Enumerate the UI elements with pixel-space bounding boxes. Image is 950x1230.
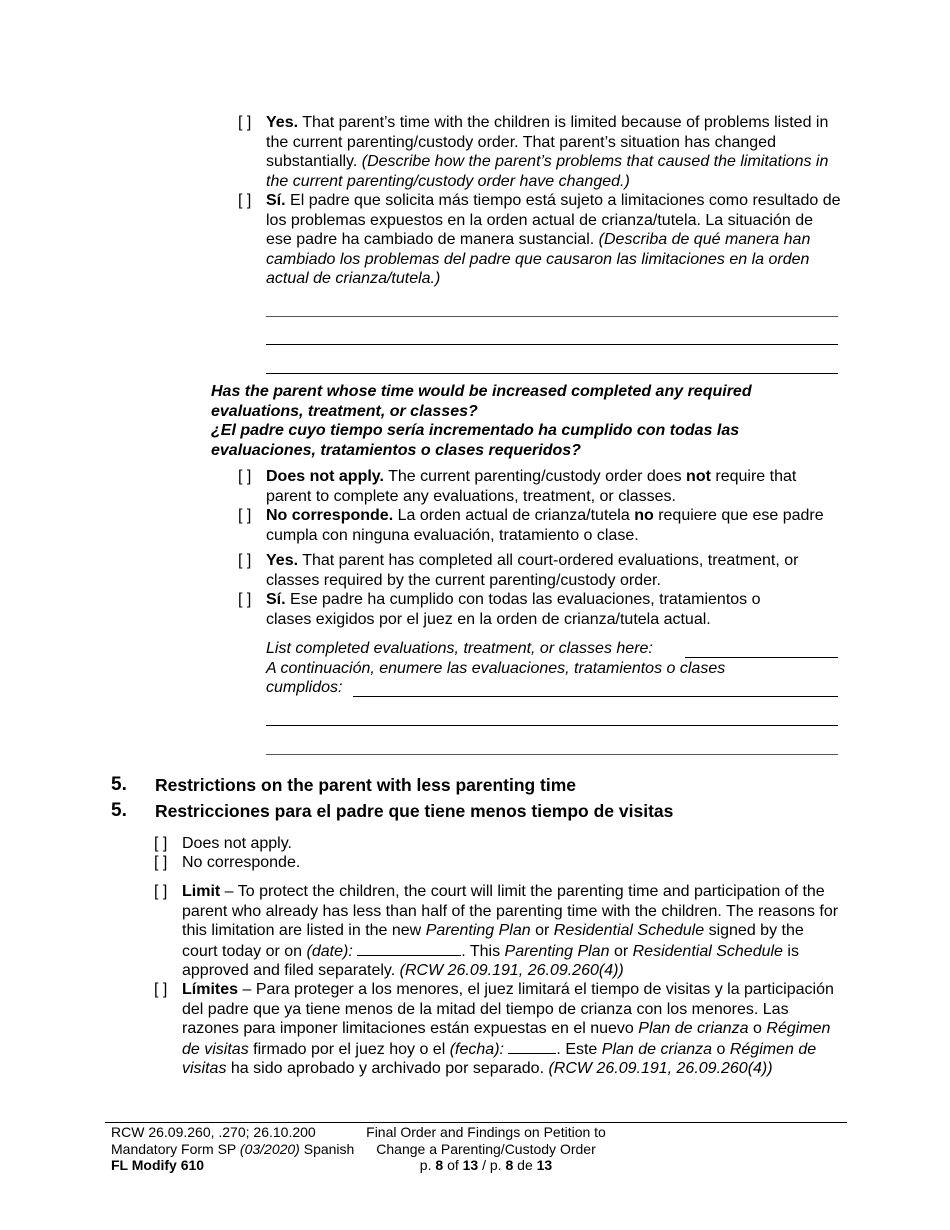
- answer-line-2[interactable]: [266, 344, 838, 345]
- answer-line-1[interactable]: [266, 316, 838, 317]
- footer-form-date: (03/2020): [239, 1140, 300, 1157]
- question-es: ¿El padre cuyo tiempo sería incrementado ha cumplido con todas las evaluaciones, tratamientos o clases requeridos?: [211, 422, 740, 459]
- footer-page-number: [366, 1157, 606, 1174]
- does-not-apply-text: [266, 467, 840, 506]
- does-not-apply-label: Does not apply.: [266, 468, 384, 485]
- yes-text: That parent’s time with the children is limited because of problems listed in the current parenting/custody order. That parent’s situation has changed substantially.: [266, 114, 829, 170]
- no-corresponde-text-1: La orden actual de crianza/tutela: [397, 507, 630, 524]
- footer-form-1: Mandatory Form SP: [111, 1140, 237, 1157]
- footer-form-2: Spanish: [303, 1140, 355, 1157]
- limites-checkbox[interactable]: [ ]: [154, 981, 168, 998]
- not-emphasis: not: [686, 468, 711, 485]
- answer-line-3[interactable]: [266, 373, 838, 374]
- footer-title-2: Change a Parenting/Custody Order: [376, 1140, 596, 1157]
- list-field-line-3[interactable]: [266, 725, 838, 726]
- footer-divider: [105, 1122, 847, 1123]
- si-cumplido-text: [266, 590, 806, 629]
- section-title-es: Restricciones para el padre que tiene menos tiempo de visitas: [155, 801, 674, 821]
- no-emphasis: no: [634, 507, 654, 524]
- limit-text-3: is approved and filed separately.: [182, 942, 799, 979]
- limites-plan-2: Plan de crianza: [601, 1040, 713, 1058]
- si-cumplido-label: Sí.: [266, 591, 286, 608]
- limit-text-1: – To protect the children, the court will limit the parenting time and participation of the parent who already has less than half of the parenting time with the children. The reasons for this limitation are listed in the new: [182, 883, 839, 939]
- limites-rcw: (RCW 26.09.191, 26.09.260(4)): [548, 1060, 773, 1077]
- does-not-apply-text-2: require that parent to complete any evaluations, treatment, or classes.: [266, 468, 797, 505]
- limites-regimen: Régimen de visitas: [182, 1020, 831, 1058]
- si-checkbox[interactable]: [ ]: [238, 192, 252, 209]
- si-cumplido-checkbox[interactable]: [ ]: [238, 591, 252, 608]
- section-number-es: 5.: [111, 800, 127, 821]
- limit-parenting-plan: Parenting Plan: [425, 922, 531, 939]
- limit-text-2: signed by the court today or on: [182, 922, 804, 960]
- does-not-apply-text-1: The current parenting/custody order does: [388, 468, 682, 485]
- footer-total: 13: [462, 1157, 479, 1173]
- question-en: Has the parent whose time would be increased completed any required evaluations, treatment, or classes?: [211, 383, 752, 420]
- limites-plan: Plan de crianza: [638, 1020, 749, 1037]
- yes-completed-body: That parent has completed all court-ordered evaluations, treatment, or classes required by the current parenting/custody order.: [266, 552, 799, 589]
- limit-or: or: [535, 922, 550, 939]
- footer-form-id: FL Modify 610: [111, 1157, 205, 1173]
- limit-date-field[interactable]: [357, 941, 461, 956]
- yes-completed-checkbox[interactable]: [ ]: [238, 552, 252, 569]
- limites-text-2: firmado por el juez hoy o el: [253, 1040, 446, 1058]
- s5-does-not-apply-checkbox[interactable]: [ ]: [154, 835, 168, 852]
- limites-este: . Este: [556, 1040, 598, 1058]
- section-number-en: 5.: [111, 774, 127, 795]
- list-label-es-2: cumplidos:: [266, 679, 343, 696]
- si-label: Sí.: [266, 192, 286, 209]
- list-label-es-1: A continuación, enumere las evaluaciones, tratamientos o clases: [266, 660, 726, 677]
- s5-no-corresponde-checkbox[interactable]: [ ]: [154, 854, 168, 871]
- limit-residential-schedule-2: Residential Schedule: [632, 942, 783, 960]
- does-not-apply-checkbox[interactable]: [ ]: [238, 468, 252, 485]
- footer-total-es: 13: [536, 1157, 553, 1173]
- si-instruction: (Describa de qué manera han cambiado los problemas del padre que causaron las limitaciones en la orden actual de crianza/tutela.): [266, 231, 811, 287]
- limites-text-3: ha sido aprobado y archivado por separado.: [230, 1060, 545, 1077]
- si-cumplido-body: Ese padre ha cumplido con todas las evaluaciones, tratamientos o clases exigidos por el juez en la orden de crianza/tutela actual.: [266, 591, 761, 628]
- limites-fecha-label: (fecha):: [449, 1040, 504, 1058]
- limites-o-2: o: [716, 1040, 726, 1058]
- footer-p-es: / p.: [482, 1157, 502, 1173]
- footer-left: [111, 1124, 354, 1174]
- footer-center: [366, 1124, 606, 1174]
- no-corresponde-text-2: requiere que ese padre cumpla con ninguna evaluación, tratamiento o clase.: [266, 507, 824, 544]
- footer-of: of: [447, 1157, 459, 1173]
- limit-parenting-plan-2: Parenting Plan: [504, 942, 610, 960]
- list-field-line-1[interactable]: [685, 657, 838, 658]
- yes-checkbox[interactable]: [ ]: [238, 114, 252, 131]
- footer-rcw: RCW 26.09.260, .270; 26.10.200: [111, 1124, 316, 1140]
- limit-date-label: (date):: [306, 942, 353, 960]
- yes-instruction: (Describe how the parent’s problems that caused the limitations in the current parenting/custody order have changed.): [266, 153, 829, 190]
- limites-o: o: [753, 1020, 762, 1037]
- limit-residential-schedule: Residential Schedule: [553, 922, 705, 939]
- list-label-en: List completed evaluations, treatment, or classes here:: [266, 640, 653, 657]
- footer-title-1: Final Order and Findings on Petition to: [366, 1124, 606, 1140]
- list-field-line-2[interactable]: [353, 696, 838, 697]
- yes-label: Yes.: [266, 114, 299, 131]
- no-corresponde-checkbox[interactable]: [ ]: [238, 507, 252, 524]
- yes-option-text: [266, 113, 840, 191]
- limites-text: [182, 980, 842, 1079]
- limites-regimen-2: Régimen de visitas: [182, 1040, 817, 1077]
- limites-fecha-field[interactable]: [508, 1039, 556, 1054]
- footer-p: p.: [419, 1157, 432, 1173]
- limites-text-1: – Para proteger a los menores, el juez limitará el tiempo de visitas y la participación del padre que ya tiene menos de la mitad del tiempo de crianza con los menores. Las razones para imponer limitaciones están expuestas en el nuevo: [182, 981, 834, 1037]
- si-option-text: [266, 191, 842, 289]
- no-corresponde-text: [266, 506, 826, 545]
- s5-does-not-apply-text: Does not apply.: [182, 835, 292, 852]
- limit-label: Limit: [182, 883, 221, 900]
- limit-this: . This: [461, 942, 501, 960]
- list-field-line-4[interactable]: [266, 754, 838, 755]
- footer-page-es: 8: [505, 1157, 514, 1173]
- footer-page: 8: [435, 1157, 444, 1173]
- yes-completed-text: [266, 551, 840, 590]
- no-corresponde-label: No corresponde.: [266, 507, 394, 524]
- footer-form: [111, 1141, 354, 1158]
- limit-rcw: (RCW 26.09.191, 26.09.260(4)): [399, 962, 624, 979]
- limites-label: Límites: [182, 981, 239, 998]
- limit-checkbox[interactable]: [ ]: [154, 883, 168, 900]
- limit-text: [182, 882, 840, 981]
- limit-or-2: or: [613, 942, 629, 960]
- s5-no-corresponde-text: No corresponde.: [182, 854, 301, 871]
- yes-completed-label: Yes.: [266, 552, 299, 569]
- section-title-en: Restrictions on the parent with less parenting time: [155, 775, 577, 795]
- footer-de: de: [517, 1157, 533, 1173]
- si-text: El padre que solicita más tiempo está sujeto a limitaciones como resultado de los problemas expuestos en la orden actual de crianza/tutela. La situación de ese padre ha cambiado de manera sustancial.: [266, 192, 841, 248]
